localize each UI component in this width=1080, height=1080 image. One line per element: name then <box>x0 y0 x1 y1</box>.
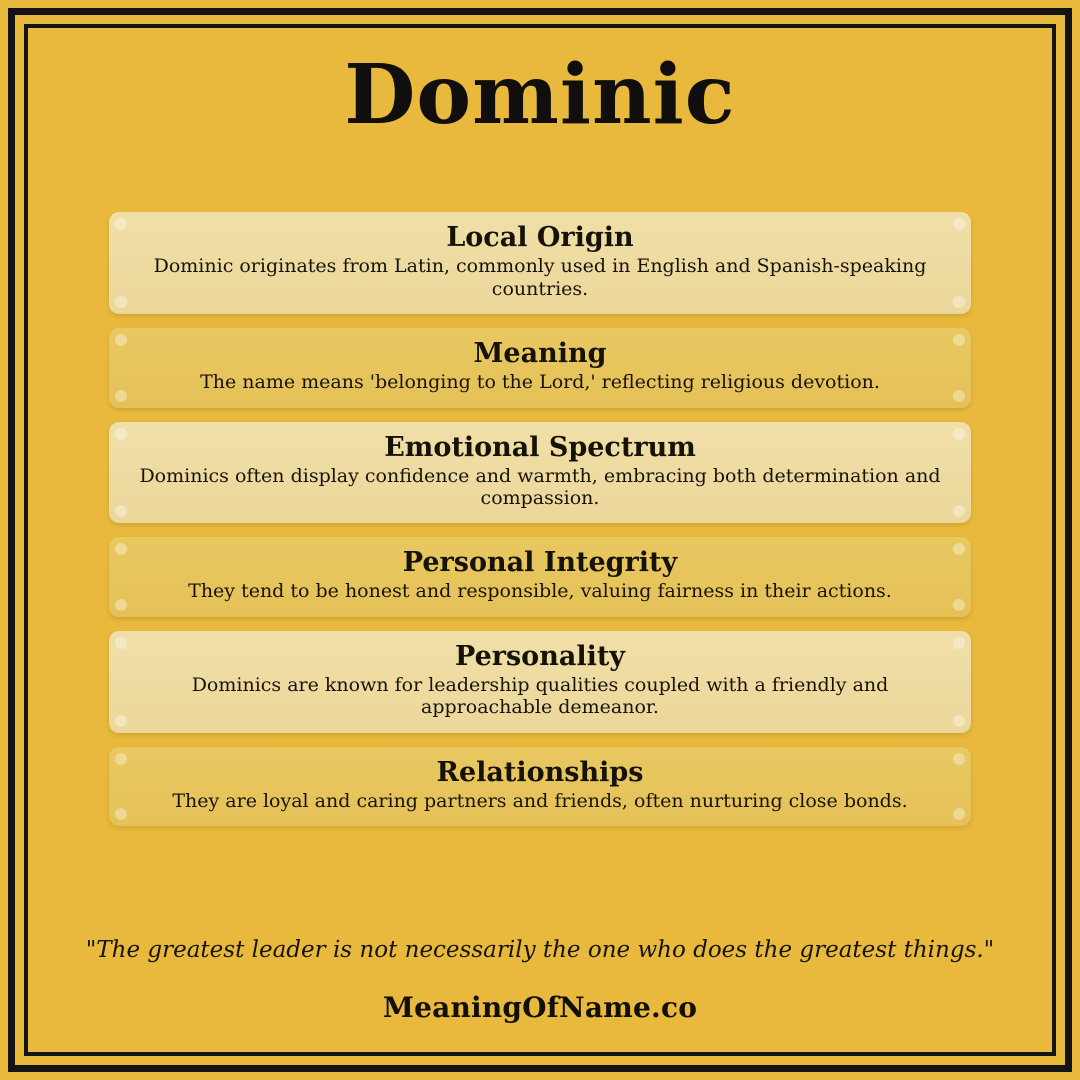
poster-content <box>34 34 1046 1046</box>
corner-dot-icon <box>115 808 127 820</box>
sections-list <box>109 212 971 826</box>
corner-dot-icon <box>953 808 965 820</box>
section-card-emotional-spectrum <box>109 422 971 524</box>
corner-dot-icon <box>953 390 965 402</box>
corner-dot-icon <box>115 543 127 555</box>
section-heading: Personal Integrity <box>402 547 678 579</box>
section-heading: Relationships <box>436 756 644 788</box>
corner-dot-icon <box>953 296 965 308</box>
corner-dot-icon <box>953 218 965 230</box>
section-body: Dominics are known for leadership qualities coupled with a friendly and approachable demeanor. <box>191 673 889 719</box>
section-heading: Local Origin <box>446 222 634 254</box>
section-body: Dominic originates from Latin, commonly used in English and Spanish-speaking countries. <box>153 255 927 300</box>
quote-text: "The greatest leader is not necessarily the one who does the greatest things." <box>85 937 995 963</box>
corner-dot-icon <box>953 753 965 765</box>
corner-dot-icon <box>115 715 127 727</box>
section-card-meaning <box>109 328 971 407</box>
corner-dot-icon <box>115 218 127 230</box>
corner-dot-icon <box>953 428 965 440</box>
page-title: Dominic <box>344 47 736 143</box>
section-card-personal-integrity <box>109 537 971 616</box>
corner-dot-icon <box>115 753 127 765</box>
brand-name: MeaningOfName.co <box>382 991 698 1024</box>
corner-dot-icon <box>953 715 965 727</box>
section-heading: Emotional Spectrum <box>384 431 696 463</box>
corner-dot-icon <box>115 334 127 346</box>
section-body: They are loyal and caring partners and friends, often nurturing close bonds. <box>172 789 908 812</box>
section-body: They tend to be honest and responsible, valuing fairness in their actions. <box>188 580 892 603</box>
poster-footer <box>34 937 1046 1046</box>
corner-dot-icon <box>115 637 127 649</box>
corner-dot-icon <box>953 543 965 555</box>
section-card-local-origin <box>109 212 971 314</box>
corner-dot-icon <box>115 599 127 611</box>
section-heading: Personality <box>455 640 625 672</box>
corner-dot-icon <box>953 637 965 649</box>
section-body: Dominics often display confidence and warmth, embracing both determination and compassion. <box>139 464 941 509</box>
corner-dot-icon <box>115 296 127 308</box>
section-body: The name means 'belonging to the Lord,' reflecting religious devotion. <box>200 371 880 394</box>
section-card-relationships <box>109 747 971 826</box>
corner-dot-icon <box>115 390 127 402</box>
corner-dot-icon <box>953 599 965 611</box>
corner-dot-icon <box>953 505 965 517</box>
corner-dot-icon <box>115 428 127 440</box>
section-card-personality <box>109 631 971 733</box>
corner-dot-icon <box>115 505 127 517</box>
section-heading: Meaning <box>473 338 607 370</box>
corner-dot-icon <box>953 334 965 346</box>
